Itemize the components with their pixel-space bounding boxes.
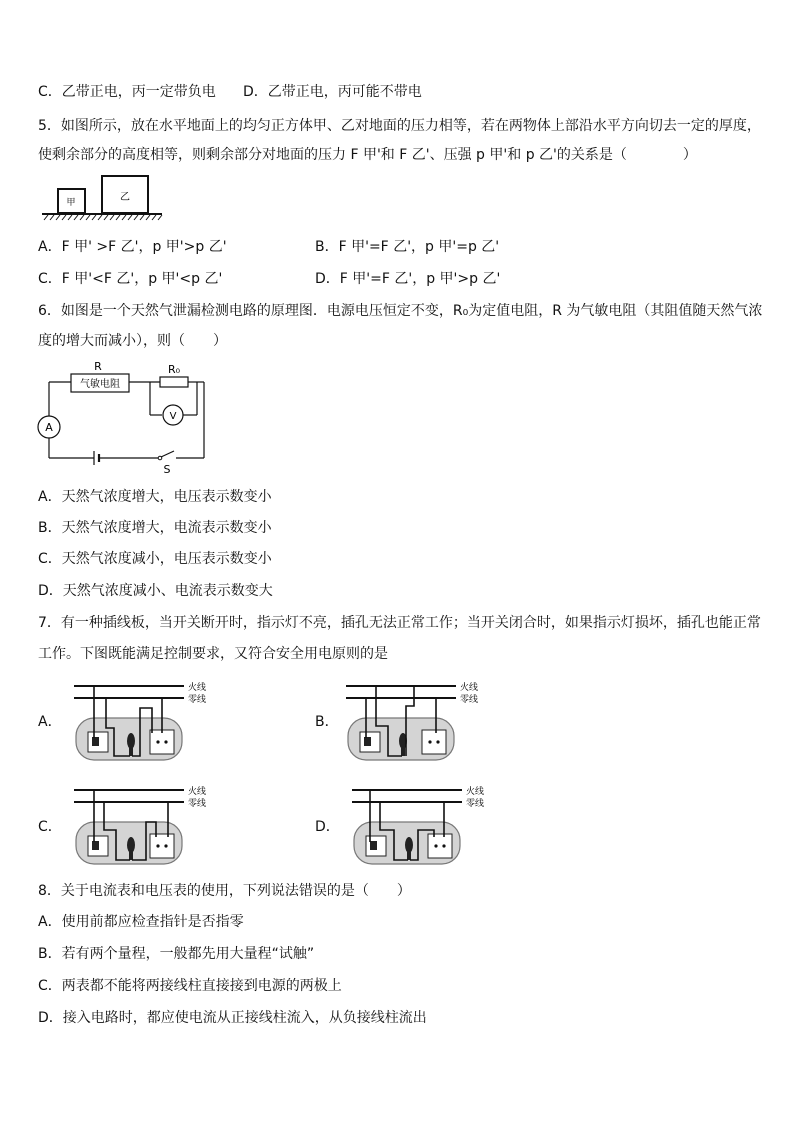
q4-option-d: D．乙带正电，丙可能不带电 (243, 84, 422, 100)
q6-stem-line1: 6．如图是一个天然气泄漏检测电路的原理图．电源电压恒定不变，R₀为定值电阻，R 为气敏电阻（其阻值随天然气浓 (38, 303, 763, 319)
q7-figure-b (344, 678, 494, 764)
switch-label: S (163, 463, 171, 476)
q4-option-c: C．乙带正电，丙一定带负电 (38, 84, 216, 100)
q5-option-c: C．F 甲'<F 乙'，p 甲'<p 乙' (38, 271, 223, 287)
q7-figure-d (350, 782, 500, 868)
resistor-r0-label: R₀ (167, 363, 181, 376)
voltmeter-label: V (169, 411, 177, 422)
q8-option-d: D．接入电路时，都应使电流从正接线柱流入，从负接线柱流出 (38, 1010, 427, 1026)
q6-option-a: A．天然气浓度增大，电压表示数变小 (38, 489, 272, 505)
fire-wire-label: 火线 (188, 787, 207, 797)
neutral-wire-label: 零线 (188, 799, 207, 809)
q8-option-a: A．使用前都应检查指针是否指零 (38, 914, 244, 930)
fire-wire-label: 火线 (460, 683, 479, 693)
q6-circuit-diagram (36, 358, 216, 478)
q6-option-d: D．天然气浓度减小、电流表示数变大 (38, 583, 273, 599)
q5-label-yi: 乙 (120, 192, 130, 203)
q6-stem-line2: 度的增大而减小），则（ ） (38, 333, 227, 349)
gas-sensor-label: 气敏电阻 (80, 379, 120, 390)
q5-blocks-figure (38, 170, 168, 222)
neutral-wire-label: 零线 (466, 799, 485, 809)
q7-figure-c (72, 782, 222, 868)
neutral-wire-label: 零线 (188, 695, 207, 705)
q7-figure-a (72, 678, 222, 764)
q7-label-c: C． (38, 819, 62, 835)
ammeter-label: A (45, 421, 53, 434)
fire-wire-label: 火线 (466, 787, 485, 797)
q5-option-b: B．F 甲'=F 乙'，p 甲'=p 乙' (315, 239, 500, 255)
q5-stem-line2: 使剩余部分的高度相等，则剩余部分对地面的压力 F 甲'和 F 乙'、压强 p 甲'和 p 乙'的关系是（ ） (38, 147, 697, 163)
neutral-wire-label: 零线 (460, 695, 479, 705)
q5-label-jia: 甲 (66, 198, 76, 208)
q5-option-a: A．F 甲' >F 乙'，p 甲'>p 乙' (38, 239, 227, 255)
q7-label-a: A． (38, 714, 62, 730)
q7-stem-line1: 7．有一种插线板，当开关断开时，指示灯不亮，插孔无法正常工作；当开关闭合时，如果指示灯损坏，插孔也能正常 (38, 615, 761, 631)
q8-stem: 8．关于电流表和电压表的使用，下列说法错误的是（ ） (38, 883, 411, 899)
q6-option-c: C．天然气浓度减小，电压表示数变小 (38, 551, 272, 567)
q8-option-c: C．两表都不能将两接线柱直接接到电源的两极上 (38, 978, 342, 994)
q8-option-b: B．若有两个量程，一般都先用大量程“试触” (38, 946, 315, 962)
fire-wire-label: 火线 (188, 683, 207, 693)
q7-stem-line2: 工作。下图既能满足控制要求，又符合安全用电原则的是 (38, 646, 388, 662)
q7-label-d: D． (315, 819, 340, 835)
q5-option-d: D．F 甲'=F 乙'，p 甲'>p 乙' (315, 271, 501, 287)
q7-label-b: B． (315, 714, 339, 730)
resistor-r-label: R (94, 360, 102, 373)
q6-option-b: B．天然气浓度增大，电流表示数变小 (38, 520, 272, 536)
q5-stem-line1: 5．如图所示，放在水平地面上的均匀正方体甲、乙对地面的压力相等，若在两物体上部沿水平方向切去一定的厚度， (38, 118, 761, 134)
